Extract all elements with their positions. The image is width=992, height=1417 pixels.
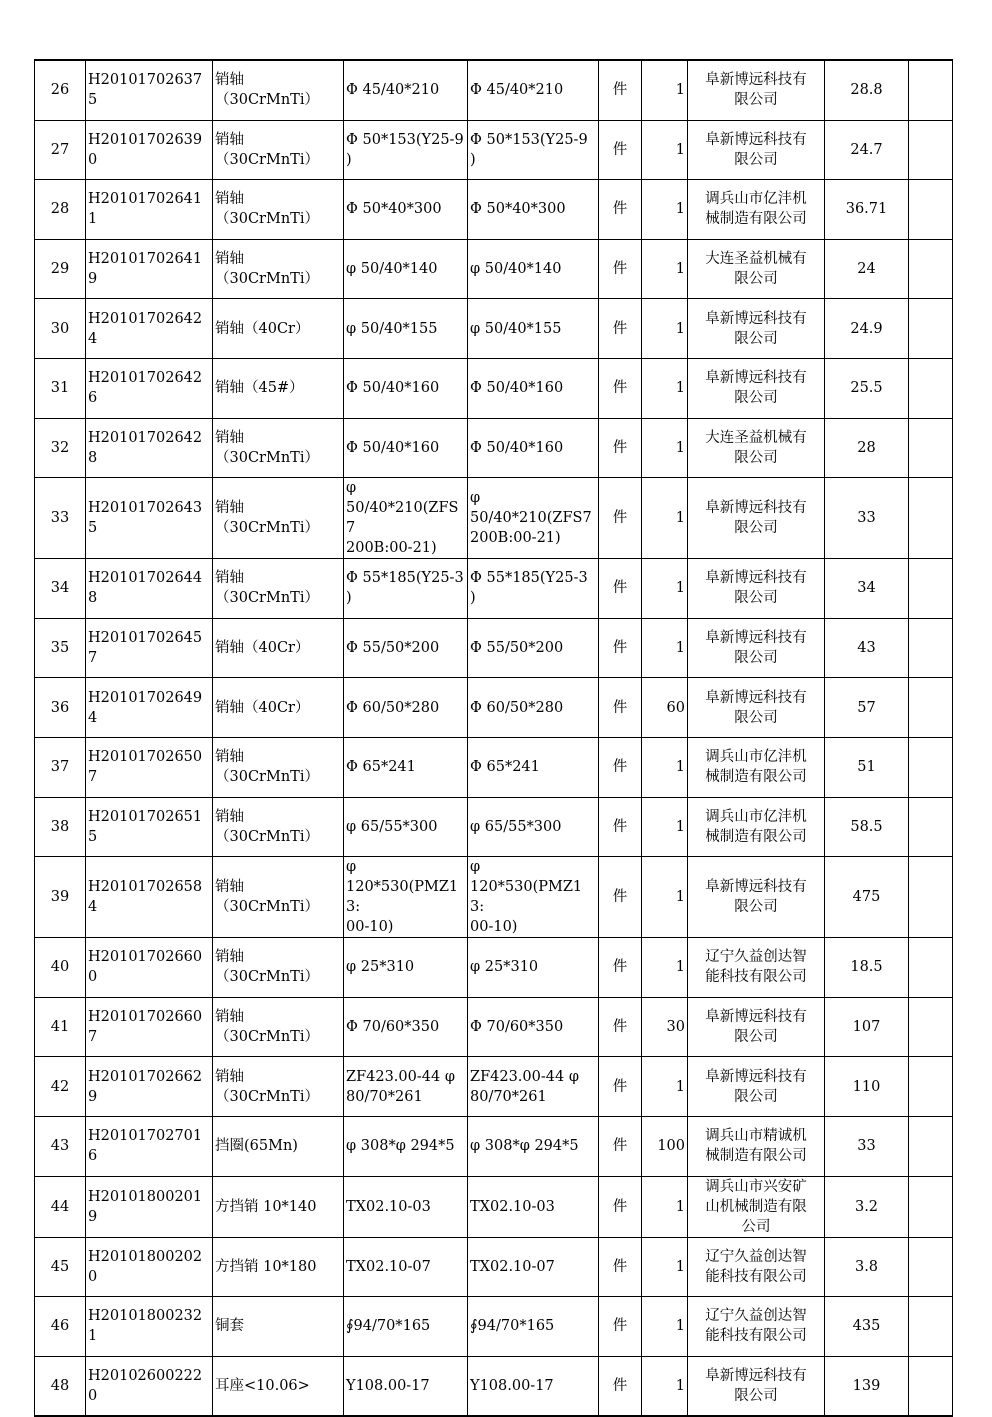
unit-cell: 件 — [599, 1356, 642, 1416]
item-name-cell: 销轴 （30CrMnTi） — [213, 997, 344, 1057]
unit-cell: 件 — [599, 418, 642, 478]
spec-cell: φ 50/40*140 — [344, 239, 468, 299]
quantity-cell: 1 — [642, 60, 688, 120]
material-code-cell: H201017026494 — [86, 678, 213, 738]
table-row — [35, 1297, 953, 1357]
row-index-cell: 30 — [35, 299, 86, 359]
spec-cell: Φ 60/50*280 — [344, 678, 468, 738]
price-cell: 57 — [825, 678, 909, 738]
model-cell: ∮94/70*165 — [468, 1297, 599, 1357]
empty-cell — [909, 180, 953, 240]
unit-cell: 件 — [599, 1297, 642, 1357]
spec-cell: φ 50/40*210(ZFS7 200B:00-21) — [344, 478, 468, 559]
unit-cell: 件 — [599, 1237, 642, 1297]
supplier-cell: 辽宁久益创达智 能科技有限公司 — [688, 1297, 825, 1357]
unit-cell: 件 — [599, 1116, 642, 1176]
table-row — [35, 478, 953, 559]
price-cell: 24.9 — [825, 299, 909, 359]
quantity-cell: 1 — [642, 1356, 688, 1416]
quantity-cell: 1 — [642, 418, 688, 478]
supplier-cell: 调兵山市亿沣机 械制造有限公司 — [688, 180, 825, 240]
unit-cell: 件 — [599, 1057, 642, 1117]
price-cell: 24 — [825, 239, 909, 299]
parts-table — [34, 59, 953, 1417]
empty-cell — [909, 1116, 953, 1176]
model-cell: Φ 50*40*300 — [468, 180, 599, 240]
quantity-cell: 30 — [642, 997, 688, 1057]
spec-cell: Φ 65*241 — [344, 737, 468, 797]
table-row — [35, 678, 953, 738]
supplier-cell: 阜新博远科技有 限公司 — [688, 120, 825, 180]
item-name-cell: 销轴 （30CrMnTi） — [213, 60, 344, 120]
spec-cell: φ 25*310 — [344, 938, 468, 998]
table-row — [35, 120, 953, 180]
model-cell: φ 120*530(PMZ13: 00-10) — [468, 857, 599, 938]
row-index-cell: 40 — [35, 938, 86, 998]
row-index-cell: 27 — [35, 120, 86, 180]
spec-cell: Φ 70/60*350 — [344, 997, 468, 1057]
price-cell: 36.71 — [825, 180, 909, 240]
material-code-cell: H201017026607 — [86, 997, 213, 1057]
quantity-cell: 1 — [642, 1297, 688, 1357]
item-name-cell: 挡圈(65Mn) — [213, 1116, 344, 1176]
supplier-cell: 阜新博远科技有 限公司 — [688, 618, 825, 678]
empty-cell — [909, 737, 953, 797]
quantity-cell: 1 — [642, 938, 688, 998]
quantity-cell: 1 — [642, 857, 688, 938]
unit-cell: 件 — [599, 60, 642, 120]
unit-cell: 件 — [599, 618, 642, 678]
price-cell: 28.8 — [825, 60, 909, 120]
price-cell: 33 — [825, 478, 909, 559]
material-code-cell: H201017026507 — [86, 737, 213, 797]
spec-cell: ∮94/70*165 — [344, 1297, 468, 1357]
model-cell: Y108.00-17 — [468, 1356, 599, 1416]
price-cell: 139 — [825, 1356, 909, 1416]
table-row — [35, 418, 953, 478]
model-cell: Φ 55*185(Y25-3 ) — [468, 559, 599, 619]
row-index-cell: 38 — [35, 797, 86, 857]
model-cell: Φ 45/40*210 — [468, 60, 599, 120]
row-index-cell: 29 — [35, 239, 86, 299]
material-code-cell: H201017026457 — [86, 618, 213, 678]
table-row — [35, 797, 953, 857]
price-cell: 107 — [825, 997, 909, 1057]
price-cell: 51 — [825, 737, 909, 797]
model-cell: φ 50/40*140 — [468, 239, 599, 299]
table-row — [35, 997, 953, 1057]
row-index-cell: 32 — [35, 418, 86, 478]
row-index-cell: 35 — [35, 618, 86, 678]
supplier-cell: 辽宁久益创达智 能科技有限公司 — [688, 938, 825, 998]
material-code-cell: H201017026375 — [86, 60, 213, 120]
table-row — [35, 618, 953, 678]
spec-cell: φ 120*530(PMZ13: 00-10) — [344, 857, 468, 938]
row-index-cell: 39 — [35, 857, 86, 938]
price-cell: 58.5 — [825, 797, 909, 857]
table-row — [35, 1237, 953, 1297]
quantity-cell: 1 — [642, 618, 688, 678]
price-cell: 475 — [825, 857, 909, 938]
item-name-cell: 销轴 （30CrMnTi） — [213, 797, 344, 857]
spec-cell: Φ 45/40*210 — [344, 60, 468, 120]
price-cell: 28 — [825, 418, 909, 478]
supplier-cell: 阜新博远科技有 限公司 — [688, 299, 825, 359]
supplier-cell: 辽宁久益创达智 能科技有限公司 — [688, 1237, 825, 1297]
unit-cell: 件 — [599, 857, 642, 938]
price-cell: 34 — [825, 559, 909, 619]
material-code-cell: H201017026448 — [86, 559, 213, 619]
unit-cell: 件 — [599, 797, 642, 857]
material-code-cell: H201017026435 — [86, 478, 213, 559]
unit-cell: 件 — [599, 938, 642, 998]
price-cell: 43 — [825, 618, 909, 678]
row-index-cell: 28 — [35, 180, 86, 240]
model-cell: Φ 70/60*350 — [468, 997, 599, 1057]
unit-cell: 件 — [599, 997, 642, 1057]
row-index-cell: 42 — [35, 1057, 86, 1117]
supplier-cell: 阜新博远科技有 限公司 — [688, 857, 825, 938]
material-code-cell: H201017026419 — [86, 239, 213, 299]
quantity-cell: 60 — [642, 678, 688, 738]
row-index-cell: 46 — [35, 1297, 86, 1357]
material-code-cell: H201017026629 — [86, 1057, 213, 1117]
item-name-cell: 销轴（40Cr） — [213, 618, 344, 678]
supplier-cell: 阜新博远科技有 限公司 — [688, 678, 825, 738]
row-index-cell: 34 — [35, 559, 86, 619]
spec-cell: Φ 55*185(Y25-3 ) — [344, 559, 468, 619]
empty-cell — [909, 797, 953, 857]
empty-cell — [909, 1297, 953, 1357]
item-name-cell: 销轴 （30CrMnTi） — [213, 1057, 344, 1117]
item-name-cell: 销轴 （30CrMnTi） — [213, 180, 344, 240]
supplier-cell: 调兵山市亿沣机 械制造有限公司 — [688, 797, 825, 857]
empty-cell — [909, 60, 953, 120]
spec-cell: φ 50/40*155 — [344, 299, 468, 359]
spec-cell: φ 308*φ 294*5 — [344, 1116, 468, 1176]
price-cell: 18.5 — [825, 938, 909, 998]
supplier-cell: 大连圣益机械有 限公司 — [688, 418, 825, 478]
table-row — [35, 1356, 953, 1416]
material-code-cell: H201018002321 — [86, 1297, 213, 1357]
model-cell: φ 50/40*210(ZFS7 200B:00-21) — [468, 478, 599, 559]
material-code-cell: H201017026390 — [86, 120, 213, 180]
quantity-cell: 1 — [642, 1237, 688, 1297]
price-cell: 25.5 — [825, 358, 909, 418]
empty-cell — [909, 299, 953, 359]
table-row — [35, 938, 953, 998]
quantity-cell: 1 — [642, 1176, 688, 1237]
material-code-cell: H201017026411 — [86, 180, 213, 240]
item-name-cell: 销轴（40Cr） — [213, 678, 344, 738]
row-index-cell: 37 — [35, 737, 86, 797]
unit-cell: 件 — [599, 180, 642, 240]
empty-cell — [909, 997, 953, 1057]
item-name-cell: 耳座<10.06> — [213, 1356, 344, 1416]
quantity-cell: 1 — [642, 737, 688, 797]
unit-cell: 件 — [599, 478, 642, 559]
unit-cell: 件 — [599, 1176, 642, 1237]
spec-cell: TX02.10-07 — [344, 1237, 468, 1297]
material-code-cell: H201018002020 — [86, 1237, 213, 1297]
model-cell: φ 308*φ 294*5 — [468, 1116, 599, 1176]
row-index-cell: 31 — [35, 358, 86, 418]
model-cell: TX02.10-07 — [468, 1237, 599, 1297]
quantity-cell: 1 — [642, 559, 688, 619]
material-code-cell: H201017026515 — [86, 797, 213, 857]
empty-cell — [909, 478, 953, 559]
spec-cell: Φ 50/40*160 — [344, 418, 468, 478]
material-code-cell: H201017026600 — [86, 938, 213, 998]
empty-cell — [909, 1237, 953, 1297]
item-name-cell: 销轴 （30CrMnTi） — [213, 418, 344, 478]
supplier-cell: 阜新博远科技有 限公司 — [688, 559, 825, 619]
quantity-cell: 100 — [642, 1116, 688, 1176]
row-index-cell: 26 — [35, 60, 86, 120]
unit-cell: 件 — [599, 737, 642, 797]
model-cell: Φ 50*153(Y25-9 ) — [468, 120, 599, 180]
spec-cell: ZF423.00-44 φ 80/70*261 — [344, 1057, 468, 1117]
table-row — [35, 299, 953, 359]
quantity-cell: 1 — [642, 797, 688, 857]
unit-cell: 件 — [599, 678, 642, 738]
price-cell: 3.2 — [825, 1176, 909, 1237]
row-index-cell: 44 — [35, 1176, 86, 1237]
quantity-cell: 1 — [642, 299, 688, 359]
supplier-cell: 大连圣益机械有 限公司 — [688, 239, 825, 299]
quantity-cell: 1 — [642, 239, 688, 299]
empty-cell — [909, 618, 953, 678]
table-row — [35, 857, 953, 938]
material-code-cell: H201017026584 — [86, 857, 213, 938]
quantity-cell: 1 — [642, 1057, 688, 1117]
empty-cell — [909, 120, 953, 180]
supplier-cell: 调兵山市亿沣机 械制造有限公司 — [688, 737, 825, 797]
price-cell: 33 — [825, 1116, 909, 1176]
empty-cell — [909, 559, 953, 619]
empty-cell — [909, 678, 953, 738]
empty-cell — [909, 358, 953, 418]
row-index-cell: 48 — [35, 1356, 86, 1416]
table-body — [35, 60, 953, 1416]
unit-cell: 件 — [599, 120, 642, 180]
row-index-cell: 41 — [35, 997, 86, 1057]
row-index-cell: 36 — [35, 678, 86, 738]
table-row — [35, 559, 953, 619]
quantity-cell: 1 — [642, 120, 688, 180]
item-name-cell: 销轴 （30CrMnTi） — [213, 857, 344, 938]
supplier-cell: 调兵山市精诚机 械制造有限公司 — [688, 1116, 825, 1176]
supplier-cell: 阜新博远科技有 限公司 — [688, 60, 825, 120]
spec-cell: Φ 50*40*300 — [344, 180, 468, 240]
material-code-cell: H201026002220 — [86, 1356, 213, 1416]
material-code-cell: H201017026424 — [86, 299, 213, 359]
model-cell: TX02.10-03 — [468, 1176, 599, 1237]
material-code-cell: H201017026426 — [86, 358, 213, 418]
table-row — [35, 180, 953, 240]
empty-cell — [909, 239, 953, 299]
model-cell: φ 25*310 — [468, 938, 599, 998]
spec-cell: TX02.10-03 — [344, 1176, 468, 1237]
model-cell: ZF423.00-44 φ 80/70*261 — [468, 1057, 599, 1117]
supplier-cell: 阜新博远科技有 限公司 — [688, 1356, 825, 1416]
quantity-cell: 1 — [642, 180, 688, 240]
item-name-cell: 销轴 （30CrMnTi） — [213, 938, 344, 998]
table-row — [35, 1057, 953, 1117]
spec-cell: Y108.00-17 — [344, 1356, 468, 1416]
empty-cell — [909, 1176, 953, 1237]
item-name-cell: 方挡销 10*180 — [213, 1237, 344, 1297]
item-name-cell: 销轴 （30CrMnTi） — [213, 559, 344, 619]
model-cell: φ 50/40*155 — [468, 299, 599, 359]
empty-cell — [909, 418, 953, 478]
empty-cell — [909, 938, 953, 998]
model-cell: φ 65/55*300 — [468, 797, 599, 857]
empty-cell — [909, 857, 953, 938]
price-cell: 24.7 — [825, 120, 909, 180]
item-name-cell: 销轴 （30CrMnTi） — [213, 478, 344, 559]
table-row — [35, 1176, 953, 1237]
model-cell: Φ 50/40*160 — [468, 418, 599, 478]
price-cell: 3.8 — [825, 1237, 909, 1297]
supplier-cell: 阜新博远科技有 限公司 — [688, 997, 825, 1057]
table-row — [35, 358, 953, 418]
table-row — [35, 1116, 953, 1176]
item-name-cell: 铜套 — [213, 1297, 344, 1357]
supplier-cell: 阜新博远科技有 限公司 — [688, 358, 825, 418]
table-row — [35, 60, 953, 120]
table-row — [35, 239, 953, 299]
empty-cell — [909, 1356, 953, 1416]
item-name-cell: 销轴（40Cr） — [213, 299, 344, 359]
model-cell: Φ 50/40*160 — [468, 358, 599, 418]
unit-cell: 件 — [599, 358, 642, 418]
model-cell: Φ 55/50*200 — [468, 618, 599, 678]
item-name-cell: 方挡销 10*140 — [213, 1176, 344, 1237]
spec-cell: φ 65/55*300 — [344, 797, 468, 857]
supplier-cell: 阜新博远科技有 限公司 — [688, 1057, 825, 1117]
unit-cell: 件 — [599, 559, 642, 619]
empty-cell — [909, 1057, 953, 1117]
price-cell: 435 — [825, 1297, 909, 1357]
row-index-cell: 43 — [35, 1116, 86, 1176]
material-code-cell: H201017026428 — [86, 418, 213, 478]
model-cell: Φ 65*241 — [468, 737, 599, 797]
supplier-cell: 调兵山市兴安矿 山机械制造有限 公司 — [688, 1176, 825, 1237]
table-row — [35, 737, 953, 797]
unit-cell: 件 — [599, 299, 642, 359]
price-cell: 110 — [825, 1057, 909, 1117]
spec-cell: Φ 50/40*160 — [344, 358, 468, 418]
spec-cell: Φ 50*153(Y25-9 ) — [344, 120, 468, 180]
item-name-cell: 销轴 （30CrMnTi） — [213, 239, 344, 299]
spec-cell: Φ 55/50*200 — [344, 618, 468, 678]
quantity-cell: 1 — [642, 358, 688, 418]
model-cell: Φ 60/50*280 — [468, 678, 599, 738]
item-name-cell: 销轴 （30CrMnTi） — [213, 737, 344, 797]
item-name-cell: 销轴 （30CrMnTi） — [213, 120, 344, 180]
material-code-cell: H201017027016 — [86, 1116, 213, 1176]
row-index-cell: 33 — [35, 478, 86, 559]
material-code-cell: H201018002019 — [86, 1176, 213, 1237]
row-index-cell: 45 — [35, 1237, 86, 1297]
item-name-cell: 销轴（45#） — [213, 358, 344, 418]
quantity-cell: 1 — [642, 478, 688, 559]
unit-cell: 件 — [599, 239, 642, 299]
supplier-cell: 阜新博远科技有 限公司 — [688, 478, 825, 559]
